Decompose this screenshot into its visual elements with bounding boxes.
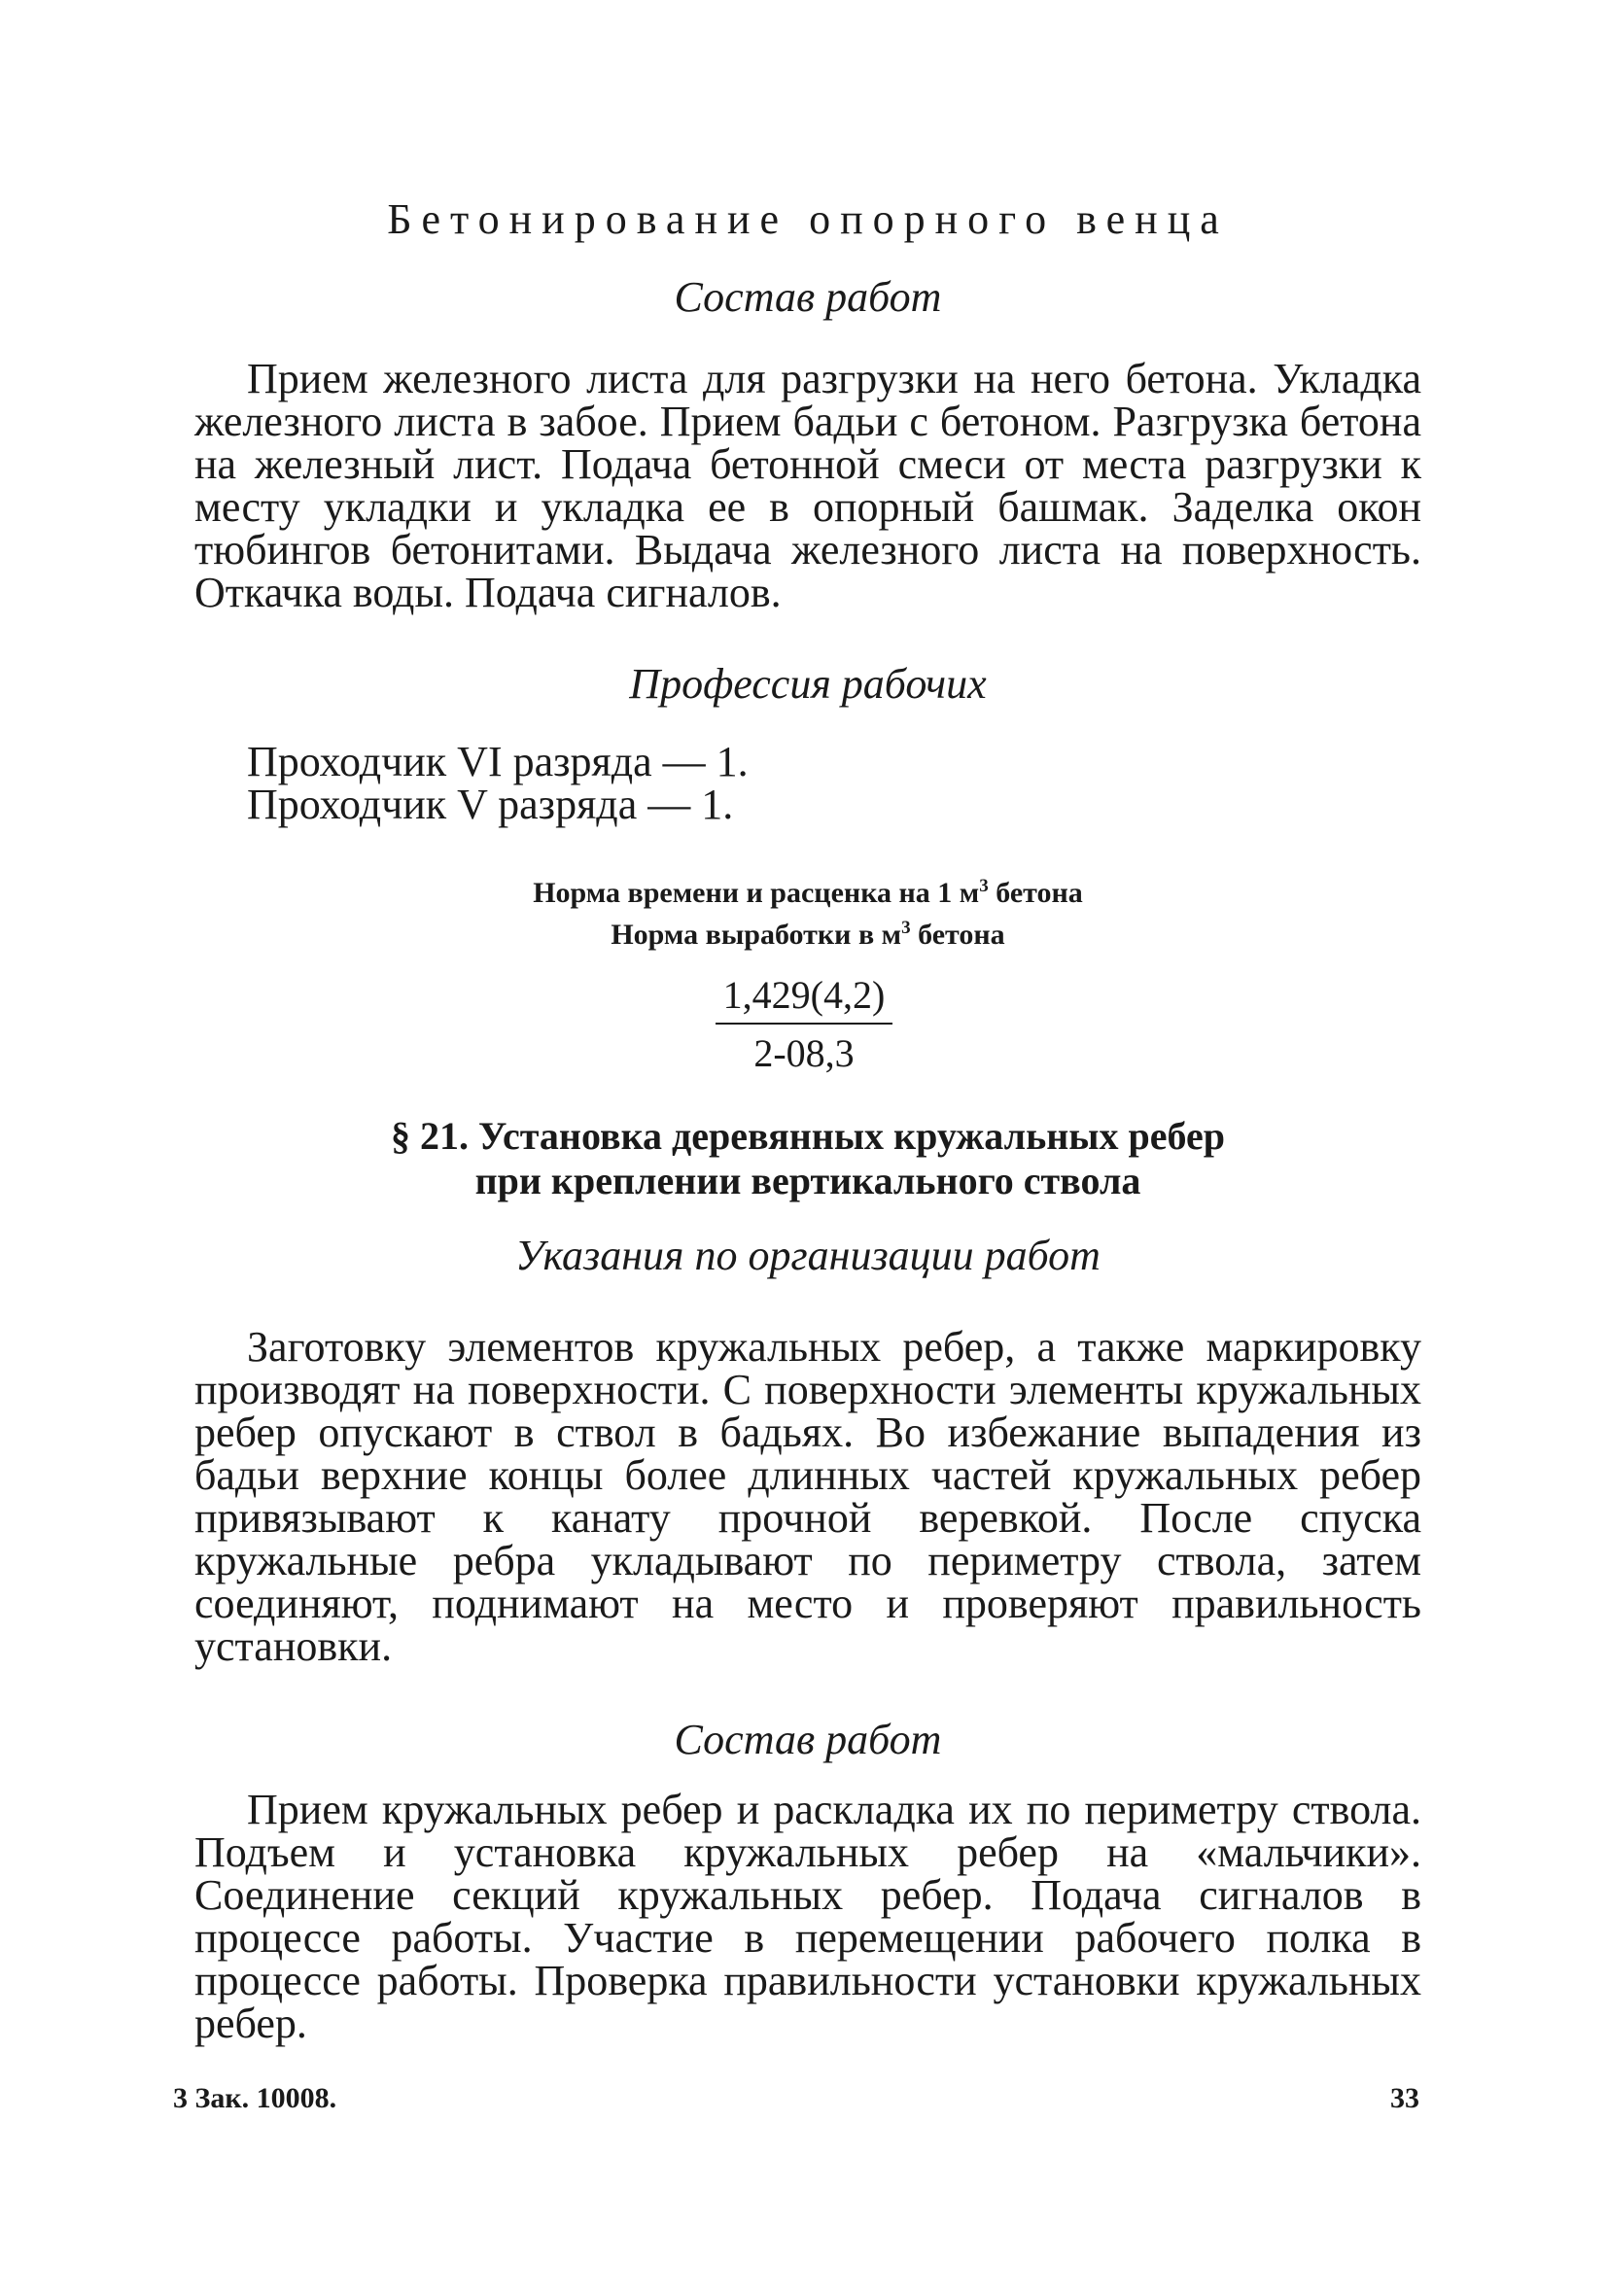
paragraph-guidance	[194, 1323, 1421, 1670]
section-title-concreting: Бетонирование опорного венца	[387, 195, 1229, 243]
paragraph-composition-1-text: Прием железного листа для разгрузки на него бетона. Укладка железного листа в забое. Прием бадьи с бетоном. Разгрузка бетона на железный лист. Подача бетонной смеси от места разгрузки к месту укладки и укладка ее в опорный башмак. Заделка окон тюбингов бетонитами. Выдача железного листа на поверхность. Откачка воды. Подача сигналов.	[194, 355, 1421, 616]
section-21-heading	[194, 1114, 1421, 1203]
paragraph-composition-2	[194, 1786, 1421, 2047]
paragraph-composition-1	[194, 355, 1421, 616]
section-21-line-1: § 21. Установка деревянных кружальных ребер	[391, 1114, 1225, 1158]
subhead-composition-1: Состав работ	[674, 273, 942, 321]
subhead-composition-2: Состав работ	[674, 1716, 942, 1763]
fraction-denominator: 2-08,3	[753, 1031, 855, 1075]
subhead-profession: Профессия рабочих	[629, 660, 987, 708]
page-number: 33	[1390, 2082, 1419, 2114]
order-number: 3 Зак. 10008.	[173, 2082, 337, 2114]
paragraph-guidance-text: Заготовку элементов кружальных ребер, а также маркировку производят на поверхности. С поверхности элементы кружальных ребер опускают в ствол в бадьях. Во избежание выпадения из бадьи верхние концы более длинных частей кружальных ребер привязывают к канату прочной веревкой. После спуска кружальные ребра укладывают по периметру ствола, затем соединяют, поднимают на место и проверяют правильность установки.	[194, 1323, 1421, 1670]
section-21-line-2: при креплении вертикального ствола	[474, 1159, 1141, 1202]
fraction-numerator: 1,429(4,2)	[716, 972, 893, 1025]
paragraph-composition-2-text: Прием кружальных ребер и раскладка их по периметру ствола. Подъем и установка кружальных ребер на «мальчики». Соединение секций кружальных ребер. Подача сигналов в процессе работы. Участие в перемещении рабочего полка в процессе работы. Проверка правильности установки кружальных ребер.	[194, 1786, 1421, 2047]
norm-heading	[194, 869, 1421, 953]
norm-line-time: Норма времени и расценка на 1 $м^3$ бетона	[533, 876, 1083, 909]
workers-list	[194, 738, 1474, 828]
worker-line: Проходчик VI разряда — 1.	[247, 738, 749, 785]
worker-line: Проходчик V разряда — 1.	[247, 781, 734, 828]
subhead-guidance: Указания по организации работ	[515, 1232, 1101, 1279]
page-footer	[173, 2082, 1419, 2115]
norm-fraction	[0, 972, 1608, 1077]
norm-line-output: Норма выработки в $м^3$ бетона	[611, 918, 1005, 951]
